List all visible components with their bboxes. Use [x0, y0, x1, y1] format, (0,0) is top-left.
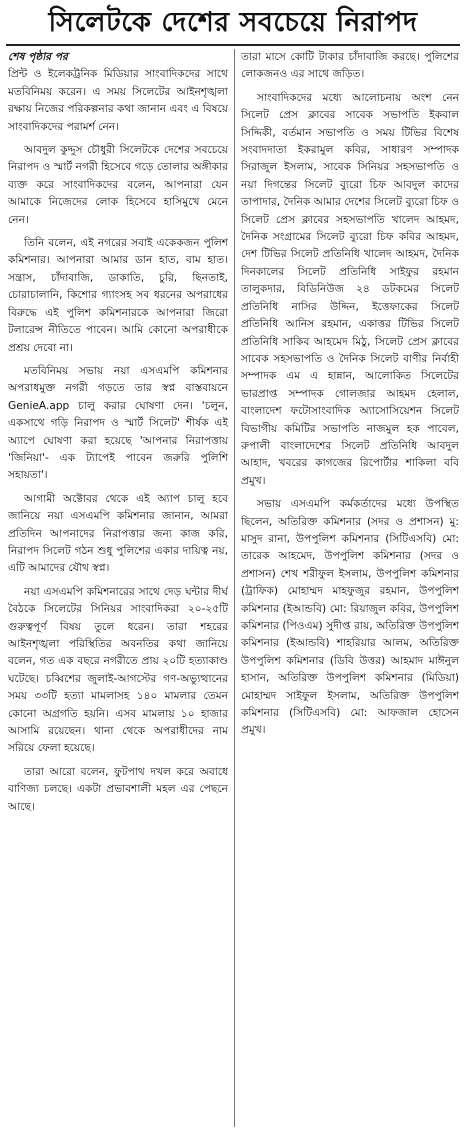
left-column — [8, 49, 228, 1129]
continued-from-label: শেষ পৃষ্ঠার পর — [8, 51, 68, 63]
headline-rule — [6, 44, 460, 46]
paragraph: তারা মাসে কোটি টাকার চাঁদাবাজি করছে। পুলিশের লোকজনও এর সাথে জড়িত। — [241, 51, 459, 81]
paragraph: নয়া এসএমপি কমিশনারের সাথে দেড় ঘন্টার দীর্ঘ বৈঠকে সিলেটের সিনিয়র সাংবাদিকরা ২০-২৫টি গুরুত্বপূর্ণ বিষয় তুলে ধরেন। তারা শহরের আইনশৃঙ্খলা পরিস্থিতির অবনতির কথা জানিয়ে বলেন, গত এক বছরে নগরীতে প্রায় ২০টি হত্যাকাণ্ড ঘটেছে। চব্বিশের জুলাই-আগস্টের গণ-অভ্যুত্থানের সময় ৩৩টি হত্যা মামলাসহ ১৪০ মামলার তেমন কোনো অগ্রগতি হয়নি। এসব মামলায় ১০ হাজার আসামি রয়েছেন। থানা থেকে অপরাধীদের নাম সরিয়ে ফেলা হয়েছে। — [8, 585, 228, 755]
paragraph: তারা আরো বলেন, ফুটপাথ দখল করে অবাধে বাণিজ্য চলছে। একটা প্রভাবশালী মহল এর পেছনে আছে। — [8, 765, 228, 813]
paragraph: তিনি বলেন, এই নগরের সবাই একেকজন পুলিশ কমিশনার। আপনারা আমার ডান হাত, বাম হাত। সন্ত্রাস, চাঁদাবাজি, ডাকাতি, চুরি, ছিনতাই, চোরাচালানি, কিশোর গ্যাংসহ সব ধরনের অপরাধের বিরুদ্ধে এই পুলিশ কমিশনারকে আপনারা জিরো টলারেন্স নীতিতে পাবেন। আমি কোনো অপরাধীকে প্রশ্রয় দেবো না। — [8, 237, 228, 354]
column-divider — [234, 49, 235, 1127]
paragraph: সাংবাদিকদের মধ্যে আলোচনায় অংশ নেন সিলেট প্রেস ক্লাবের সাবেক সভাপতি ইকবাল সিদ্দিকী, বর্তমান সভাপতি ও সময় টিভির বিশেষ সংবাদদাতা ইকরামুল কবির, সাধারণ সম্পাদক সিরাজুল ইসলাম, সাবেক সিনিয়র সহসভাপতি ও নয়া দিগন্তের সিলেট ব্যুরো চিফ আবদুল কাদের তাপাদার, দৈনিক আমার দেশের সিলেট ব্যুরো চিফ ও সিলেট প্রেস ক্লাবের সহসভাপতি খালেদ আহমদ, দৈনিক সংগ্রামের সিলেট ব্যুরো চিফ কবির আহমদ, দেশ টিভির সিলেট প্রতিনিধি খালেদ আহমদ, দৈনিক দিনকালের সিলেট প্রতিনিধি সাইফুর রহমান তালুকদার, বিডিনিউজ ২৪ ডটকমের সিলেট প্রতিনিধি নাসির উদ্দিন, ইত্তেফাকের সিলেট প্রতিনিধি আনিস রহমান, একাত্তর টিভির সিলেট প্রতিনিধি সাকিব আহমেদ মিঠু, সিলেট প্রেস ক্লাবের সাবেক সহসভাপতি ও দৈনিক সিলেট বাণীর নির্বাহী সম্পাদক এম এ হান্নান, আলোকিত সিলেটের ভারপ্রাপ্ত সম্পাদক গোলজার আহমদ হেলাল, বাংলাদেশ ফটোসাংবাদিক অ্যাসোসিয়েশন সিলেট বিভাগীয় কমিটির সভাপতি নাজমুল হক পাবেল, রুপালী বাংলাদেশের সিলেট প্রতিনিধি আবদুল আহাদ, খবরের কাগজের রিপোর্টার শাকিলা ববি প্রমুখ। — [241, 91, 459, 487]
paragraph: আবদুল কুদ্দুস চৌধুরী সিলেটকে দেশের সবচেয়ে নিরাপদ ও স্মার্ট নগরী হিসেবে গড়ে তোলার অঙ্গীকার ব্যক্ত করে সাংবাদিকদের বলেন, আপনারা যেন আমাকে নিজেদের লোক হিসেবে হাসিমুখে মেনে নেন। — [8, 144, 228, 226]
headline: সিলেটকে দেশের সবচেয়ে নিরাপদ — [48, 7, 418, 38]
right-column — [241, 49, 459, 1129]
paragraph: আগামী অক্টোবর থেকে এই অ্যাপ চালু হবে জানিয়ে নয়া এসএমপি কমিশনার জানান, আমরা প্রতিদিন আপনাদের নিরাপত্তার জন্য কাজ করি, নিরাপদ সিলেট গঠন শুধু পুলিশের একার দায়িত্ব নয়, এটি আমাদের যৌথ স্বপ্ন। — [8, 492, 228, 575]
paragraph: সভায় এসএমপি কর্মকর্তাদের মধ্যে উপস্থিত ছিলেন, অতিরিক্ত কমিশনার (সদর ও প্রশাসন) মু: মাসুদ রানা, উপপুলিশ কমিশনার (সিটিএসবি) মো: তারেক আহমেদ, উপপুলিশ কমিশনার (সদর ও প্রশাসন) শেখ শরীফুল ইসলাম, উপপুলিশ কমিশনার (ট্রাফিক) মোহাম্মদ মাহফুজুর রহমান, উপপুলিশ কমিশনার (ইআন্ডবি) মো: রিয়াজুল কবির, উপপুলিশ কমিশনার (পিওএম) সুদীপ্ত রায়, অতিরিক্ত উপপুলিশ কমিশনার (ইআন্ডবি) শাহরিয়ার আলম, অতিরিক্ত উপপুলিশ কমিশনার (ডিবি উত্তর) আহমাদ মাঈনুল হাসান, অতিরিক্ত উপপুলিশ কমিশনার (মিডিয়া) মোহাম্মদ সাইফুল ইসলাম, অতিরিক্ত উপপুলিশ কমিশনার (সিটিএসবি) মো: আফজাল হোসেন প্রমুখ। — [241, 498, 459, 737]
paragraph: প্রিন্ট ও ইলেকট্রনিক মিডিয়ার সাংবাদিকদের সাথে মতবিনিময় করেন। এ সময় সিলেটের আইনশৃঙ্খলা রক্ষায় নিজের পরিকল্পনার কথা জানান এবং এ বিষয়ে সাংবাদিকদের পরামর্শ নেন। — [8, 68, 228, 133]
paragraph: মতবিনিময় সভায় নয়া এসএমপি কমিশনার অপরাধমুক্ত নগরী গড়তে তার স্বপ্ন বাস্তবায়নে GenieA.app চালু করার ঘোষণা দেন। 'চলুন, একসাথে গড়ি নিরাপদ ও স্মার্ট সিলেট' শীর্ষক এই অ্যাপে ঘোষণা করা হয়েছে 'আপনার নিরাপত্তায় 'জিনিয়া'- এক ট্যাপেই পাবেন জরুরি পুলিশি সহায়তা'। — [8, 364, 228, 482]
